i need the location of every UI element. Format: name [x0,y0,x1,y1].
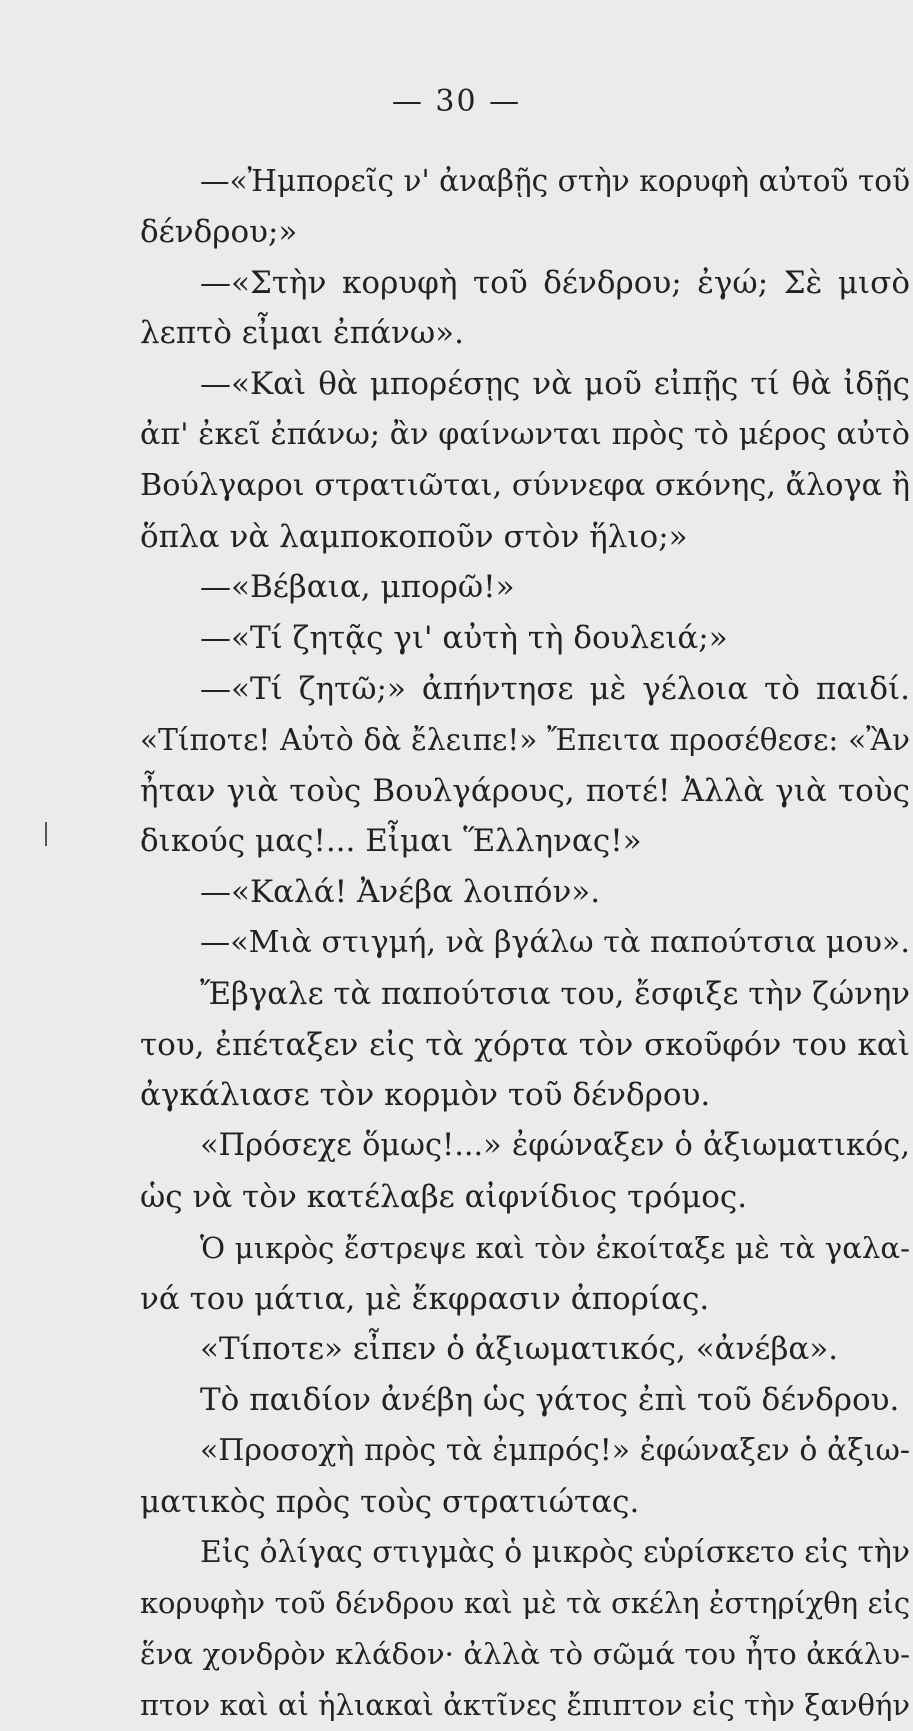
text-line: —«Τί ζητῶ;» ἀπήντησε μὲ γέλοια τὸ παιδί. [200,670,910,707]
text-line: ἕνα χονδρὸν κλάδον· ἀλλὰ τὸ σῶμά του ἦτο ἀκάλυ- [140,1637,910,1672]
text-line: λεπτὸ εἶμαι ἐπάνω». [140,315,464,352]
text-line: «Τίποτε! Αὐτὸ δὰ ἔλειπε!» Ἔπειτα προσέθεσε: «Ἂν [140,722,910,757]
text-line: Ὁ μικρὸς ἔστρεψε καὶ τὸν ἐκοίταξε μὲ τὰ γαλα- [200,1230,910,1265]
text-line: Ἔβγαλε τὰ παπούτσια του, ἔσφιξε τὴν ζώνην [200,975,910,1012]
text-line: του, ἐπέταξεν εἰς τὰ χόρτα τὸν σκοῦφόν του καὶ [140,1026,910,1063]
text-line: δικούς μας!... Εἶμαι Ἕλληνας!» [140,823,642,860]
text-line: πτον καὶ αἱ ἡλιακαὶ ἀκτῖνες ἔπιπτον εἰς τὴν ξανθήν [140,1687,910,1722]
text-line: —«Βέβαια, μπορῶ!» [200,569,515,606]
text-line: —«Τί ζητᾷς γι' αὐτὴ τὴ δουλειά;» [200,620,728,657]
text-line: —«Μιὰ στιγμή, νὰ βγάλω τὰ παπούτσια μου». [200,924,910,960]
margin-mark [45,822,47,846]
text-line: κορυφὴν τοῦ δένδρου καὶ μὲ τὰ σκέλη ἐστηρίχθη εἰς [140,1586,910,1621]
text-line: ἀπ' ἐκεῖ ἐπάνω; ἂν φαίνωνται πρὸς τὸ μέρος αὐτὸ [140,416,910,452]
text-line: ματικὸς πρὸς τοὺς στρατιώτας. [140,1483,640,1520]
text-line: δένδρου;» [140,213,298,250]
text-line: Εἰς ὀλίγας στιγμὰς ὁ μικρὸς εὑρίσκετο εἰς τὴν [200,1534,910,1570]
text-line: —«Καὶ θὰ μπορέσῃς νὰ μοῦ εἰπῇς τί θὰ ἰδῇς [200,366,910,403]
text-line: ὡς νὰ τὸν κατέλαβε αἰφνίδιος τρόμος. [140,1178,748,1215]
text-line: Τὸ παιδίον ἀνέβη ὡς γάτος ἐπὶ τοῦ δένδρου. [200,1382,900,1419]
text-block [140,156,910,1731]
text-line: ἀγκάλιασε τὸν κορμὸν τοῦ δένδρου. [140,1077,711,1114]
text-line: «Πρόσεχε ὅμως!...» ἐφώναξεν ὁ ἀξιωματικός, [200,1128,910,1164]
text-line: —«Καλά! Ἀνέβα λοιπόν». [200,874,601,911]
text-line: «Προσοχὴ πρὸς τὰ ἐμπρός!» ἐφώναξεν ὁ ἀξιω- [200,1432,910,1468]
text-line: ἦταν γιὰ τοὺς Βουλγάρους, ποτέ! Ἀλλὰ γιὰ τοὺς [140,772,910,809]
text-line: ὅπλα νὰ λαμποκοποῦν στὸν ἥλιο;» [140,518,688,555]
text-line: νά του μάτια, μὲ ἔκφρασιν ἀπορίας. [140,1280,710,1317]
text-line: —«Στὴν κορυφὴ τοῦ δένδρου; ἐγώ; Σὲ μισὸ [200,264,910,301]
text-line: —«Ἠμπορεῖς ν' ἀναβῇς στὴν κορυφὴ αὐτοῦ τοῦ [200,164,910,198]
text-line: Βούλγαροι στρατιῶται, σύννεφα σκόνης, ἄλογα ἢ [140,467,910,503]
text-line: «Τίποτε» εἶπεν ὁ ἀξιωματικός, «ἀνέβα». [200,1331,839,1368]
page-number: — 30 — [391,84,522,119]
